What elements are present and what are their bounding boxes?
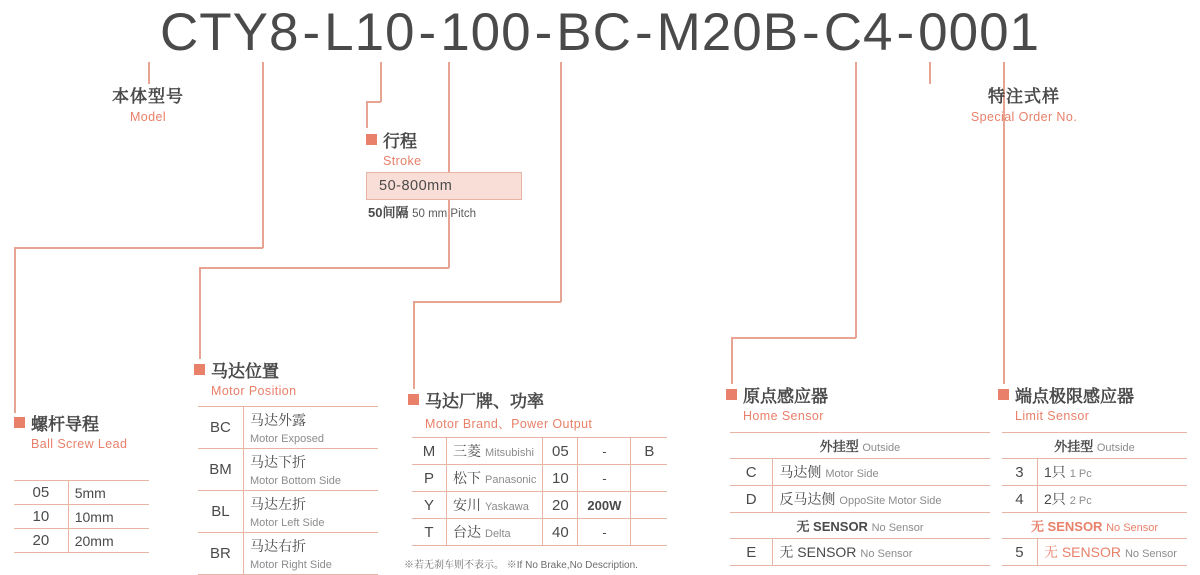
leader-line-brand-1 xyxy=(560,62,562,302)
home-sensor-key: E xyxy=(730,539,773,566)
code-separator: - xyxy=(802,3,821,62)
home-sensor-cn: 反马达侧 xyxy=(779,491,836,507)
label-model xyxy=(78,82,218,124)
motor-brand-footnote-cn: ※若无刹车则不表示。 xyxy=(404,560,504,571)
code-separator: - xyxy=(896,3,916,62)
leader-line-model xyxy=(148,62,150,84)
motor-position-cn: 马达外露 xyxy=(249,412,306,428)
label-motor-brand-en: Motor Brand、Power Output xyxy=(425,417,593,431)
power-value: 200W xyxy=(578,492,631,519)
limit-sensor-value xyxy=(1037,459,1187,486)
code-segment-stroke: 100 xyxy=(440,3,532,62)
motor-position-value xyxy=(243,491,378,533)
leader-line-motorpos-3 xyxy=(199,267,201,359)
brand-cn: 三菱 xyxy=(453,443,481,459)
label-home-sensor-en: Home Sensor xyxy=(743,409,824,423)
label-ball-screw-lead xyxy=(14,410,127,451)
home-sensor-en: OppoSite Motor Side xyxy=(839,495,942,507)
leader-line-stroke-1 xyxy=(380,62,382,102)
leader-line-limit-3 xyxy=(1003,327,1005,384)
brand-name xyxy=(447,519,543,546)
motor-position-value xyxy=(243,407,378,449)
brake-code xyxy=(631,492,668,519)
table-row xyxy=(1002,459,1187,486)
table-row xyxy=(198,449,378,491)
table-row xyxy=(198,491,378,533)
home-sensor-band-mid xyxy=(730,513,990,539)
limit-sensor-key: 4 xyxy=(1002,486,1037,513)
leader-line-brand-2 xyxy=(413,301,561,303)
limit-sensor-cn: 2只 xyxy=(1043,491,1066,507)
home-sensor-band-mid-en: No Sensor xyxy=(871,522,924,534)
label-motor-position xyxy=(194,357,297,398)
motor-position-value xyxy=(243,449,378,491)
label-model-en: Model xyxy=(129,110,167,124)
label-ball-screw-lead-en: Ball Screw Lead xyxy=(31,437,128,451)
lead-value: 20mm xyxy=(68,529,149,553)
motor-position-en: Motor Bottom Side xyxy=(249,475,342,487)
leader-line-motorpos-2 xyxy=(199,267,449,269)
home-sensor-key: C xyxy=(730,459,773,486)
table-row-band xyxy=(730,513,990,539)
brand-cn: 安川 xyxy=(453,497,481,513)
code-segment-motor-brand: M20B xyxy=(656,3,800,62)
limit-sensor-cn: 1只 xyxy=(1043,464,1066,480)
table-row xyxy=(412,519,667,546)
leader-line-home-1 xyxy=(855,62,857,338)
home-sensor-en: Motor Side xyxy=(825,468,879,480)
limit-sensor-en: No Sensor xyxy=(1124,548,1177,560)
power-key: 40 xyxy=(543,519,578,546)
stroke-pitch-note xyxy=(368,202,476,221)
leader-line-home-2 xyxy=(731,337,856,339)
table-motor-brand xyxy=(412,437,667,546)
bullet-square-icon xyxy=(998,389,1009,400)
brand-name xyxy=(447,438,543,465)
code-segment-lead: L10 xyxy=(324,3,416,62)
bullet-square-icon xyxy=(726,389,737,400)
code-separator: - xyxy=(302,3,322,62)
home-sensor-value xyxy=(773,539,990,566)
table-ball-screw-lead xyxy=(14,480,149,553)
label-stroke-en: Stroke xyxy=(383,154,422,168)
code-segment-home-sensor: C4 xyxy=(823,3,894,62)
bullet-square-icon xyxy=(14,417,25,428)
leader-line-lead-2 xyxy=(14,247,263,249)
leader-line-motorpos-1 xyxy=(448,62,450,268)
limit-sensor-band-top xyxy=(1002,433,1187,459)
label-special-order-en: Special Order No. xyxy=(970,110,1078,124)
lead-value: 10mm xyxy=(68,505,149,529)
bullet-square-icon xyxy=(408,394,419,405)
power-value: - xyxy=(578,519,631,546)
label-home-sensor-cn: 原点感应器 xyxy=(743,387,828,406)
table-row xyxy=(198,407,378,449)
table-home-sensor xyxy=(730,432,990,566)
lead-key: 20 xyxy=(14,529,68,553)
label-motor-position-cn: 马达位置 xyxy=(211,362,279,381)
brake-code xyxy=(631,519,668,546)
stroke-range-value: 50-800mm xyxy=(379,178,453,194)
table-row-band xyxy=(1002,433,1187,459)
brand-name xyxy=(447,492,543,519)
table-row xyxy=(412,438,667,465)
limit-sensor-band-mid-en: No Sensor xyxy=(1106,522,1159,534)
table-row xyxy=(412,465,667,492)
label-motor-brand xyxy=(408,387,592,432)
table-row xyxy=(14,529,149,553)
leader-line-lead-1 xyxy=(262,62,264,248)
table-limit-sensor xyxy=(1002,432,1187,566)
limit-sensor-band-mid-cn: 无 SENSOR xyxy=(1030,519,1103,534)
lead-value: 5mm xyxy=(68,481,149,505)
label-model-cn: 本体型号 xyxy=(112,87,184,106)
table-row xyxy=(1002,539,1187,566)
limit-sensor-band-top-en: Outside xyxy=(1096,442,1135,454)
label-limit-sensor-cn: 端点极限感应器 xyxy=(1015,387,1134,406)
home-sensor-value xyxy=(773,459,990,486)
label-home-sensor xyxy=(726,382,828,423)
table-row xyxy=(730,539,990,566)
motor-position-cn: 马达左折 xyxy=(249,496,306,512)
brand-cn: 台达 xyxy=(453,524,481,540)
brand-key: T xyxy=(412,519,447,546)
home-sensor-value xyxy=(773,486,990,513)
bullet-square-icon xyxy=(366,134,377,145)
limit-sensor-en: 2 Pc xyxy=(1069,495,1092,507)
limit-sensor-value xyxy=(1037,539,1187,566)
brand-key: P xyxy=(412,465,447,492)
home-sensor-cn: 马达侧 xyxy=(779,464,822,480)
home-sensor-en: No Sensor xyxy=(860,548,913,560)
limit-sensor-band-top-cn: 外挂型 xyxy=(1054,439,1094,454)
brand-en: Mitsubishi xyxy=(485,447,534,459)
motor-position-en: Motor Exposed xyxy=(249,433,324,445)
brand-name xyxy=(447,465,543,492)
label-stroke-cn: 行程 xyxy=(383,132,417,151)
product-code xyxy=(0,2,1200,63)
leader-line-special-1 xyxy=(929,62,931,84)
label-motor-brand-cn: 马达厂牌、功率 xyxy=(425,392,544,411)
home-sensor-cn: 无 SENSOR xyxy=(779,544,857,560)
brand-en: Delta xyxy=(485,528,511,540)
home-sensor-key: D xyxy=(730,486,773,513)
code-segment-special-order: 0001 xyxy=(918,3,1041,62)
home-sensor-band-top-en: Outside xyxy=(862,442,901,454)
motor-position-en: Motor Right Side xyxy=(249,559,332,571)
motor-position-en: Motor Left Side xyxy=(249,517,325,529)
motor-position-value xyxy=(243,533,378,575)
brake-code: B xyxy=(631,438,668,465)
leader-line-stroke-3 xyxy=(366,101,368,128)
limit-sensor-key: 5 xyxy=(1002,539,1037,566)
stroke-pitch-cn: 50间隔 xyxy=(368,205,409,220)
stroke-range-box xyxy=(366,172,522,200)
table-row xyxy=(730,486,990,513)
table-row xyxy=(412,492,667,519)
label-ball-screw-lead-cn: 螺杆导程 xyxy=(31,415,99,434)
limit-sensor-key: 3 xyxy=(1002,459,1037,486)
leader-line-stroke-2 xyxy=(366,101,381,103)
brand-cn: 松下 xyxy=(453,470,481,486)
power-value: - xyxy=(578,438,631,465)
limit-sensor-en: 1 Pc xyxy=(1069,468,1092,480)
label-limit-sensor xyxy=(998,382,1134,423)
brand-en: Panasonic xyxy=(485,474,537,486)
motor-position-key: BL xyxy=(198,491,243,533)
label-limit-sensor-en: Limit Sensor xyxy=(1015,409,1090,423)
table-row xyxy=(1002,486,1187,513)
power-key: 10 xyxy=(543,465,578,492)
code-separator: - xyxy=(418,3,438,62)
code-separator: - xyxy=(534,3,554,62)
lead-key: 05 xyxy=(14,481,68,505)
table-motor-position xyxy=(198,406,378,575)
label-special-order xyxy=(929,82,1119,124)
motor-position-key: BC xyxy=(198,407,243,449)
limit-sensor-value xyxy=(1037,486,1187,513)
code-segment-motor-position: BC xyxy=(556,3,632,62)
leader-line-lead-3 xyxy=(14,247,16,413)
brand-en: Yaskawa xyxy=(485,501,529,513)
motor-brand-footnote xyxy=(404,556,638,571)
label-motor-position-en: Motor Position xyxy=(211,384,297,398)
power-key: 05 xyxy=(543,438,578,465)
motor-position-key: BR xyxy=(198,533,243,575)
motor-position-cn: 马达右折 xyxy=(249,538,306,554)
limit-sensor-cn: 无 SENSOR xyxy=(1043,544,1121,560)
bullet-square-icon xyxy=(194,364,205,375)
power-key: 20 xyxy=(543,492,578,519)
label-stroke xyxy=(366,127,422,168)
motor-brand-footnote-en: ※If No Brake,No Description. xyxy=(506,560,638,571)
table-row xyxy=(14,505,149,529)
table-row-band xyxy=(1002,513,1187,539)
table-row xyxy=(730,459,990,486)
brand-key: Y xyxy=(412,492,447,519)
table-row xyxy=(14,481,149,505)
stroke-pitch-en: 50 mm Pitch xyxy=(412,208,477,220)
table-row xyxy=(198,533,378,575)
home-sensor-band-top xyxy=(730,433,990,459)
leader-line-brand-3 xyxy=(413,301,415,389)
code-separator: - xyxy=(634,3,654,62)
brake-code xyxy=(631,465,668,492)
label-special-order-cn: 特注式样 xyxy=(988,87,1060,106)
limit-sensor-band-mid xyxy=(1002,513,1187,539)
motor-position-cn: 马达下折 xyxy=(249,454,306,470)
lead-key: 10 xyxy=(14,505,68,529)
home-sensor-band-mid-cn: 无 SENSOR xyxy=(796,519,868,534)
leader-line-home-3 xyxy=(731,337,733,384)
code-segment-model: CTY8 xyxy=(159,3,300,62)
home-sensor-band-top-cn: 外挂型 xyxy=(819,439,859,454)
brand-key: M xyxy=(412,438,447,465)
power-value: - xyxy=(578,465,631,492)
motor-position-key: BM xyxy=(198,449,243,491)
table-row-band xyxy=(730,433,990,459)
